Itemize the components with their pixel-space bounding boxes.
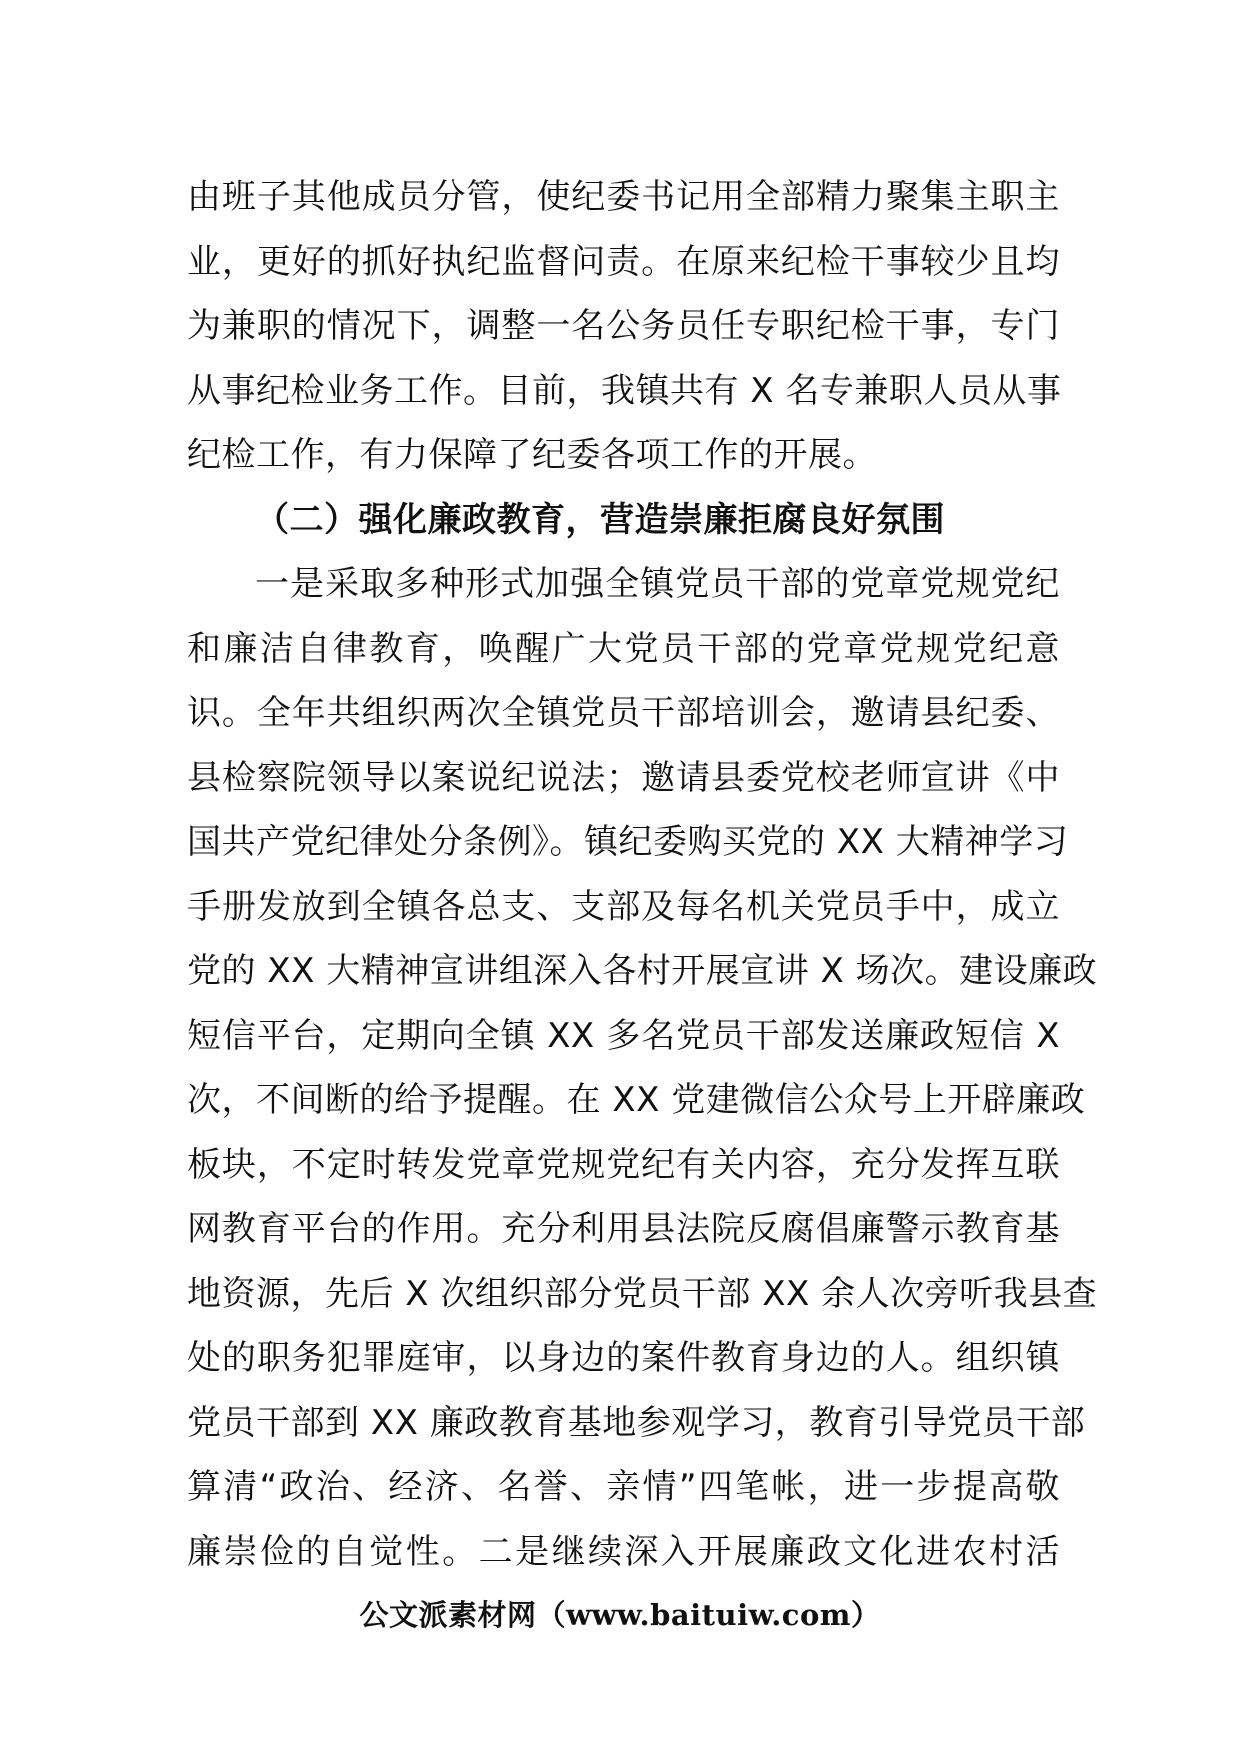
paragraph-2-line: 和廉洁自律教育，唤醒广大党员干部的党章党规党纪意 bbox=[187, 628, 1060, 669]
paragraph-1-line: 业，更好的抓好执纪监督问责。在原来纪检干事较少且均 bbox=[187, 241, 1060, 282]
paragraph-2-line: 手册发放到全镇各总支、支部及每名机关党员手中，成立 bbox=[187, 886, 1060, 927]
paragraph-2-line: 板块，不定时转发党章党规党纪有关内容，充分发挥互联 bbox=[187, 1144, 1060, 1185]
paragraph-2-line: 国共产党纪律处分条例》。镇纪委购买党的 XX 大精神学习 bbox=[187, 822, 1069, 862]
paragraph-2-line: 县检察院领导以案说纪说法；邀请县委党校老师宣讲《中 bbox=[187, 757, 1060, 798]
footer-watermark: 公文派素材网（www.baituiw.com） bbox=[359, 1598, 881, 1632]
paragraph-2-line: 党员干部到 XX 廉政教育基地参观学习，教育引导党员干部 bbox=[187, 1402, 1086, 1443]
paragraph-2-line: 一是采取多种形式加强全镇党员干部的党章党规党纪 bbox=[255, 564, 1060, 604]
paragraph-2-line: 廉崇俭的自觉性。二是继续深入开展廉政文化进农村活 bbox=[187, 1531, 1060, 1572]
paragraph-2-line: 党的 XX 大精神宣讲组深入各村开展宣讲 X 场次。建设廉政 bbox=[187, 951, 1098, 991]
paragraph-2-line: 次，不间断的给予提醒。在 XX 党建微信公众号上开辟廉政 bbox=[187, 1080, 1086, 1120]
paragraph-2-line: 网教育平台的作用。充分利用县法院反腐倡廉警示教育基 bbox=[187, 1209, 1060, 1249]
paragraph-1-line: 为兼职的情况下，调整一名公务员任专职纪检干事，专门 bbox=[187, 306, 1060, 346]
paragraph-1-line: 纪检工作，有力保障了纪委各项工作的开展。 bbox=[187, 435, 877, 475]
paragraph-2-line: 识。全年共组织两次全镇党员干部培训会，邀请县纪委、 bbox=[187, 693, 1060, 733]
paragraph-1-line: 由班子其他成员分管，使纪委书记用全部精力聚集主职主 bbox=[187, 177, 1060, 217]
section-heading: （二）强化廉政教育，营造崇廉拒腐良好氛围 bbox=[255, 499, 945, 540]
document-body bbox=[187, 165, 1098, 1584]
paragraph-2-line: 处的职务犯罪庭审，以身边的案件教育身边的人。组织镇 bbox=[187, 1338, 1060, 1378]
paragraph-1-line: 从事纪检业务工作。目前，我镇共有 X 名专兼职人员从事 bbox=[187, 370, 1062, 411]
paragraph-2-line: 算清“政治、经济、名誉、亲情”四笔帐，进一步提高敬 bbox=[187, 1467, 1060, 1507]
paragraph-2-line: 地资源，先后 X 次组织部分党员干部 XX 余人次旁听我县查 bbox=[187, 1273, 1098, 1314]
paragraph-2-line: 短信平台，定期向全镇 XX 多名党员干部发送廉政短信 X bbox=[187, 1015, 1060, 1056]
